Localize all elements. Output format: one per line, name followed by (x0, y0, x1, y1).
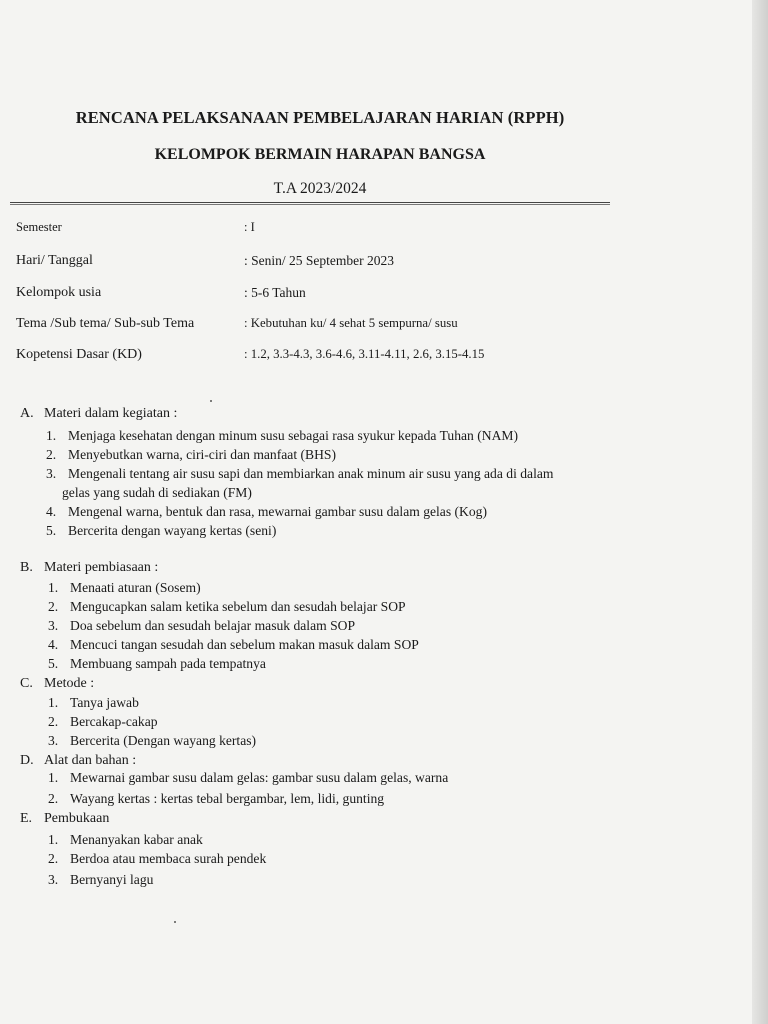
section-letter: B. (20, 560, 33, 575)
header-divider (10, 202, 610, 205)
info-label: Hari/ Tanggal (16, 253, 93, 268)
section-title: Materi dalam kegiatan : (44, 406, 178, 421)
section-title: Pembukaan (44, 811, 110, 826)
list-item: 2. Mengucapkan salam ketika sebelum dan sesudah belajar SOP (48, 599, 406, 614)
list-item: 3. Bernyanyi lagu (48, 872, 154, 887)
list-item: 1. Menjaga kesehatan dengan minum susu sebagai rasa syukur kepada Tuhan (NAM) (46, 428, 519, 443)
section-letter: E. (20, 811, 33, 826)
list-item: 4. Mengenal warna, bentuk dan rasa, mewarnai gambar susu dalam gelas (Kog) (46, 504, 487, 519)
section-title: Metode : (44, 676, 95, 691)
list-item: 3. Bercerita (Dengan wayang kertas) (48, 733, 257, 748)
list-item: 2. Berdoa atau membaca surah pendek (48, 851, 267, 866)
section-title: Alat dan bahan : (44, 753, 137, 768)
list-item: 4. Mencuci tangan sesudah dan sebelum makan masuk dalam SOP (48, 637, 419, 652)
list-item-continuation: gelas yang sudah di sediakan (FM) (62, 485, 252, 500)
info-label: Kopetensi Dasar (KD) (16, 347, 142, 362)
list-item: 5. Bercerita dengan wayang kertas (seni) (46, 523, 277, 538)
list-item: 2. Bercakap-cakap (48, 714, 158, 729)
scan-speck (174, 921, 176, 923)
list-item: 1. Mewarnai gambar susu dalam gelas: gambar susu dalam gelas, warna (48, 770, 449, 785)
section-letter: D. (20, 753, 34, 768)
info-value: : Kebutuhan ku/ 4 sehat 5 sempurna/ susu (244, 316, 458, 330)
school-name: KELOMPOK BERMAIN HARAPAN BANGSA (154, 146, 486, 163)
section-title: Materi pembiasaan : (44, 560, 159, 575)
page-edge (752, 0, 768, 1024)
info-label: Tema /Sub tema/ Sub-sub Tema (16, 316, 195, 331)
section-letter: C. (20, 676, 33, 691)
list-item: 2. Menyebutkan warna, ciri-ciri dan manfaat (BHS) (46, 447, 336, 462)
list-item: 1. Tanya jawab (48, 695, 139, 710)
info-value: : 5-6 Tahun (244, 285, 306, 300)
info-label: Kelompok usia (16, 285, 102, 300)
info-label: Semester (16, 220, 62, 234)
list-item: 3. Doa sebelum dan sesudah belajar masuk dalam SOP (48, 618, 356, 633)
academic-year: T.A 2023/2024 (273, 180, 367, 197)
info-value: : Senin/ 25 September 2023 (244, 253, 394, 268)
list-item: 1. Menaati aturan (Sosem) (48, 580, 201, 595)
list-item: 2. Wayang kertas : kertas tebal bergambar, lem, lidi, gunting (48, 791, 385, 806)
list-item: 3. Mengenali tentang air susu sapi dan membiarkan anak minum air susu yang ada di dalam (46, 466, 554, 481)
info-value: : I (244, 220, 255, 234)
list-item: 1. Menanyakan kabar anak (48, 832, 203, 847)
document-title: RENCANA PELAKSANAAN PEMBELAJARAN HARIAN (RPPH) (75, 108, 565, 127)
info-value: : 1.2, 3.3-4.3, 3.6-4.6, 3.11-4.11, 2.6, 3.15-4.15 (244, 347, 485, 361)
scan-speck (210, 400, 212, 402)
section-letter: A. (20, 406, 34, 421)
list-item: 5. Membuang sampah pada tempatnya (48, 656, 266, 671)
